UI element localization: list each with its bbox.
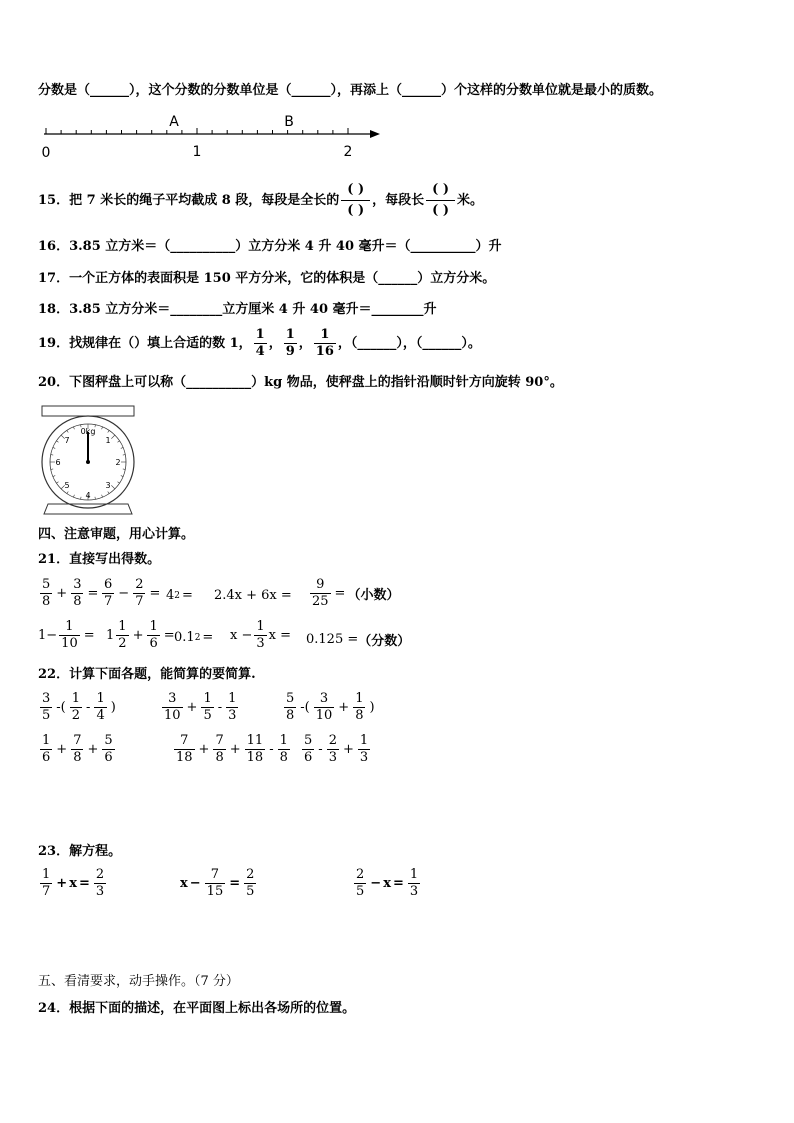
q20-text: 20．下图秤盘上可以称（__________）kg 物品，使秤盘上的指针沿顺时针方向旋转 90°。 — [38, 375, 563, 390]
dial-number-2: 2 — [115, 458, 121, 467]
q23-equation-1: $\frac{1}{7}$ + x = $\frac{2}{3}$ — [42, 867, 105, 900]
q21-expr-2: $\frac{6}{7}$ − $\frac{2}{7}$ = — [104, 577, 161, 610]
q19-fraction-1: $\frac{1}{4}$ — [255, 327, 265, 360]
q21-expr-5: $\frac{9}{25}$ = （小数） — [312, 577, 400, 610]
q22-expr-4: $\frac{1}{6}$ + $\frac{7}{8}$ + $\frac{5}{6}$ — [42, 733, 113, 766]
q21-expr-3: 4 2 = — [166, 588, 193, 603]
q23-equation-3: $\frac{2}{5}$ − x = $\frac{1}{3}$ — [356, 867, 419, 900]
dial-tick — [67, 492, 68, 494]
scale-illustration — [36, 404, 140, 516]
dial-number-7: 7 — [64, 436, 70, 445]
dial-number-1: 1 — [105, 436, 111, 445]
dial-tick — [121, 447, 123, 448]
q22-expr-5: $\frac{7}{18}$ + $\frac{7}{8}$ + $\frac{11}{18}$ - $\frac{1}{8}$ — [176, 733, 288, 766]
dial-tick — [108, 492, 109, 494]
q14-text: 分数是（______），这个分数的分数单位是（______），再添上（______）个这样的分数单位就是最小的质数。 — [38, 83, 663, 98]
dial-tick — [102, 495, 103, 497]
dial-tick — [118, 441, 120, 442]
dial-number-6: 6 — [55, 458, 61, 467]
q16-text: 16．3.85 立方米＝（__________）立方分米 4 升 40 毫升＝（__________）升 — [38, 239, 502, 254]
dial-number-4: 4 — [85, 491, 91, 500]
tick-label-2: 2 — [343, 144, 353, 160]
dial-tick — [102, 427, 103, 429]
q15-blank-fraction-1: $\frac{( )}{( )}$ — [341, 180, 370, 222]
q23-equation-2: x − $\frac{7}{15}$ = $\frac{2}{5}$ — [180, 867, 255, 900]
q22-expr-2: $\frac{3}{10}$ + $\frac{1}{5}$ - $\frac{1}{3}$ — [164, 691, 237, 724]
q19-text: 19．找规律在（）填上合适的数 1， $\frac{1}{4}$ ， $\frac{1}{9}$ ， $\frac{1}{16}$ ，（______），（______）。 — [38, 327, 481, 360]
dial-tick — [67, 430, 68, 432]
q15-text — [38, 180, 483, 222]
dial-tick — [121, 476, 123, 477]
q15-suffix: 米。 — [456, 193, 483, 209]
tick-label-0: 0 — [41, 145, 51, 161]
q21-expr-4: 2.4x + 6x = — [214, 588, 292, 603]
dial-tick — [53, 476, 55, 477]
dial-tick — [111, 435, 115, 439]
q21-expr-10: 0.125 = （分数） — [306, 632, 411, 649]
point-b-label: B — [284, 114, 294, 130]
q22-expr-1: $\frac{3}{5}$ -( $\frac{1}{2}$ - $\frac{1}{4}$ ) — [42, 691, 116, 724]
dial-tick — [111, 485, 115, 489]
dial-tick — [73, 427, 74, 429]
section-4-heading: 四、注意审题，用心计算。 — [38, 527, 195, 542]
point-a-label: A — [169, 114, 179, 130]
q22-title: 22．计算下面各题，能简算的要简算. — [38, 667, 256, 682]
dial-tick — [108, 430, 109, 432]
dial-tick — [56, 482, 58, 483]
q21-title: 21．直接写出得数。 — [38, 552, 161, 567]
q21-expr-7: 1 $\frac{1}{2}$ + $\frac{1}{6}$ = — [106, 619, 175, 652]
q19-suffix: ，（______），（______）。 — [337, 336, 481, 352]
q15-prefix: 15．把 7 米长的绳子平均截成 8 段，每段是全长的 — [38, 193, 340, 209]
q21-expr-1: $\frac{5}{8}$ + $\frac{3}{8}$ = — [42, 577, 99, 610]
tick-label-1: 1 — [192, 144, 202, 160]
q24-text: 24．根据下面的描述，在平面图上标出各场所的位置。 — [38, 1001, 356, 1016]
dial-tick — [118, 482, 120, 483]
q23-title: 23．解方程。 — [38, 844, 122, 859]
q22-expr-3: $\frac{5}{8}$ -( $\frac{3}{10}$ + $\frac{1}{8}$ ) — [286, 691, 375, 724]
q21-expr-8: 0.1 2 = — [174, 630, 214, 645]
q19-fraction-2: $\frac{1}{9}$ — [285, 327, 295, 360]
q22-expr-6: $\frac{5}{6}$ - $\frac{2}{3}$ + $\frac{1}{3}$ — [304, 733, 369, 766]
dial-number-3: 3 — [105, 481, 111, 490]
dial-tick — [53, 447, 55, 448]
q15-blank-fraction-2: $\frac{( )}{( )}$ — [426, 180, 455, 222]
scale-zero-label: 0kg — [80, 427, 96, 436]
number-line — [36, 110, 386, 162]
q17-text: 17．一个正方体的表面积是 150 平方分米，它的体积是（______）立方分米。 — [38, 271, 496, 286]
dial-number-5: 5 — [64, 481, 70, 490]
section-5-heading: 五、看清要求，动手操作。（7 分） — [38, 974, 239, 989]
q15-middle: ，每段长 — [372, 193, 425, 209]
q19-prefix: 19．找规律在（）填上合适的数 1， — [38, 336, 252, 352]
q19-fraction-3: $\frac{1}{16}$ — [315, 327, 334, 360]
q21-expr-9: x − $\frac{1}{3}$ x = — [230, 619, 291, 652]
dial-tick — [73, 495, 74, 497]
dial-tick — [56, 441, 58, 442]
q21-expr-6: 1− $\frac{1}{10}$ = — [38, 619, 95, 652]
q18-text: 18．3.85 立方分米＝________立方厘米 4 升 40 毫升＝________升 — [38, 302, 437, 317]
